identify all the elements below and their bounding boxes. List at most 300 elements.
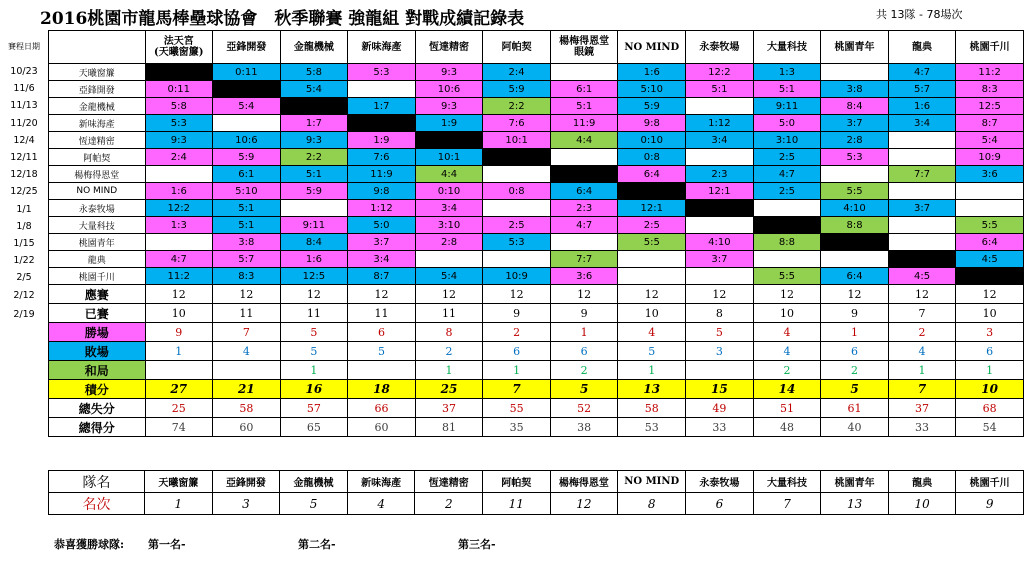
team-column-header: 楊梅得恩堂 眼鏡 (550, 31, 618, 64)
match-score-cell: 7:7 (550, 251, 618, 268)
stat-value-cell: 12 (550, 285, 618, 304)
match-score-cell: 2:5 (483, 217, 551, 234)
stat-value-cell: 12 (213, 285, 281, 304)
match-score-cell: 3:8 (821, 81, 889, 98)
team-result-row (49, 115, 1024, 132)
team-result-row (49, 183, 1024, 200)
match-score-cell: 1:9 (415, 115, 483, 132)
team-row-label: 永泰牧場 (49, 200, 146, 217)
stat-row-should-play (49, 285, 1024, 304)
match-score-cell: 11:2 (145, 268, 213, 285)
match-score-cell: 4:10 (821, 200, 889, 217)
team-column-header: 新味海產 (348, 31, 416, 64)
match-score-cell: 6:4 (550, 183, 618, 200)
stat-row-wins (49, 323, 1024, 342)
stat-value-cell: 1 (145, 342, 213, 361)
stat-value-cell: 2 (550, 361, 618, 380)
second-place-label: 第二名- (298, 538, 336, 551)
ranking-name-label: 隊名 (49, 471, 145, 493)
match-score-cell: 5:1 (213, 217, 281, 234)
schedule-date: 2/12 (13, 290, 35, 302)
match-score-cell: 0:11 (213, 64, 281, 81)
stat-value-cell: 12 (145, 285, 213, 304)
stat-value-cell: 15 (686, 380, 754, 399)
match-score-cell: 1:7 (280, 115, 348, 132)
stat-value-cell: 16 (280, 380, 348, 399)
match-score-cell: 8:8 (821, 217, 889, 234)
stat-value-cell: 13 (618, 380, 686, 399)
stat-value-cell: 33 (686, 418, 754, 437)
match-score-cell: 3:7 (348, 234, 416, 251)
match-score-cell: 5:10 (213, 183, 281, 200)
match-score-cell: 11:2 (956, 64, 1024, 81)
stat-value-cell: 25 (145, 399, 213, 418)
match-score-cell (821, 64, 889, 81)
match-score-cell: 5:1 (280, 166, 348, 183)
match-score-cell (888, 183, 956, 200)
stat-value-cell: 35 (483, 418, 551, 437)
ranking-team-name: 楊梅得恩堂 (550, 471, 618, 493)
stat-row-label: 敗場 (49, 342, 146, 361)
match-score-cell: 8:8 (753, 234, 821, 251)
match-score-cell: 0:11 (145, 81, 213, 98)
stat-value-cell: 5 (280, 342, 348, 361)
self-match-cell (280, 98, 348, 115)
match-score-cell (753, 251, 821, 268)
stat-value-cell: 1 (550, 323, 618, 342)
ranking-rank-row (49, 493, 1024, 515)
schedule-date: 1/8 (16, 220, 32, 232)
ranking-rank-value: 6 (686, 493, 754, 515)
stat-value-cell: 12 (618, 285, 686, 304)
stat-value-cell: 6 (348, 323, 416, 342)
team-column-header: 恆達精密 (415, 31, 483, 64)
page-title: 2016桃園市龍馬棒壘球協會 秋季聯賽 強龍組 對戰成績記錄表 (40, 9, 525, 29)
team-row-label: 楊梅得恩堂 (49, 166, 146, 183)
match-score-cell: 7:6 (483, 115, 551, 132)
team-row-label: 桃園青年 (49, 234, 146, 251)
self-match-cell (753, 217, 821, 234)
match-score-cell (483, 166, 551, 183)
match-score-cell: 1:12 (348, 200, 416, 217)
team-row-label: NO MIND (49, 183, 146, 200)
stat-value-cell: 7 (888, 380, 956, 399)
stat-value-cell: 10 (618, 304, 686, 323)
match-score-cell: 4:4 (415, 166, 483, 183)
total-games-note: 共 13隊 - 78場次 (876, 8, 963, 21)
stat-value-cell: 14 (753, 380, 821, 399)
team-column-header: 亞鋒開發 (213, 31, 281, 64)
match-score-cell: 5:1 (686, 81, 754, 98)
stat-value-cell: 58 (213, 399, 281, 418)
stat-value-cell: 68 (956, 399, 1024, 418)
ranking-team-name: 永泰牧場 (686, 471, 754, 493)
match-score-cell (550, 234, 618, 251)
stat-value-cell: 49 (686, 399, 754, 418)
team-header-row (49, 31, 1024, 64)
stat-value-cell: 60 (348, 418, 416, 437)
match-score-cell: 10:6 (415, 81, 483, 98)
match-score-cell: 8:3 (213, 268, 281, 285)
schedule-date: 12/11 (10, 151, 38, 163)
stat-value-cell: 53 (618, 418, 686, 437)
ranking-rank-value: 9 (956, 493, 1024, 515)
stat-value-cell: 12 (415, 285, 483, 304)
match-score-cell: 9:11 (280, 217, 348, 234)
ranking-rank-value: 8 (618, 493, 686, 515)
ranking-team-name: 阿帕契 (483, 471, 550, 493)
ranking-rank-label: 名次 (49, 493, 145, 515)
match-score-cell: 12:1 (618, 200, 686, 217)
match-score-cell (550, 64, 618, 81)
match-score-cell: 9:8 (618, 115, 686, 132)
stat-value-cell: 55 (483, 399, 551, 418)
stat-row-label: 勝場 (49, 323, 146, 342)
match-score-cell: 1:6 (280, 251, 348, 268)
stat-value-cell: 6 (550, 342, 618, 361)
self-match-cell (618, 183, 686, 200)
self-match-cell (348, 115, 416, 132)
stat-value-cell: 7 (483, 380, 551, 399)
match-score-cell: 2:5 (753, 149, 821, 166)
team-result-row (49, 98, 1024, 115)
stat-value-cell: 5 (618, 342, 686, 361)
stat-value-cell (145, 361, 213, 380)
match-score-cell: 3:7 (888, 200, 956, 217)
stat-value-cell: 6 (956, 342, 1024, 361)
match-score-cell: 3:4 (348, 251, 416, 268)
stat-value-cell: 27 (145, 380, 213, 399)
stat-row-label: 積分 (49, 380, 146, 399)
self-match-cell (483, 149, 551, 166)
match-score-cell: 12:1 (686, 183, 754, 200)
stat-value-cell: 5 (821, 380, 889, 399)
team-row-label: 金龍機械 (49, 98, 146, 115)
match-score-cell: 10:6 (213, 132, 281, 149)
match-score-cell (956, 183, 1024, 200)
match-score-cell: 3:8 (213, 234, 281, 251)
stat-value-cell: 12 (280, 285, 348, 304)
stat-value-cell: 4 (888, 342, 956, 361)
match-score-cell: 7:7 (888, 166, 956, 183)
stat-value-cell: 1 (888, 361, 956, 380)
match-score-cell: 1:3 (753, 64, 821, 81)
match-score-cell: 9:8 (348, 183, 416, 200)
team-result-row (49, 64, 1024, 81)
match-score-cell (686, 268, 754, 285)
stat-value-cell: 74 (145, 418, 213, 437)
stat-row-played (49, 304, 1024, 323)
stat-value-cell: 37 (415, 399, 483, 418)
match-score-cell: 3:10 (753, 132, 821, 149)
team-row-label: 亞鋒開發 (49, 81, 146, 98)
team-result-row (49, 81, 1024, 98)
results-matrix-table (48, 30, 1024, 437)
stat-value-cell: 10 (956, 304, 1024, 323)
match-score-cell (145, 234, 213, 251)
match-score-cell: 0:10 (618, 132, 686, 149)
team-column-header: 大量科技 (753, 31, 821, 64)
ranking-team-name: 桃園青年 (821, 471, 889, 493)
match-score-cell (888, 149, 956, 166)
stat-row-losses (49, 342, 1024, 361)
schedule-date: 12/4 (13, 134, 35, 146)
match-score-cell: 5:3 (348, 64, 416, 81)
stat-value-cell: 1 (821, 323, 889, 342)
stat-value-cell: 61 (821, 399, 889, 418)
stat-value-cell: 9 (550, 304, 618, 323)
stat-row-label: 和局 (49, 361, 146, 380)
ranking-team-name: 大量科技 (753, 471, 821, 493)
self-match-cell (145, 64, 213, 81)
match-score-cell: 5:3 (821, 149, 889, 166)
stat-value-cell: 10 (956, 380, 1024, 399)
match-score-cell: 6:1 (550, 81, 618, 98)
stat-value-cell: 12 (956, 285, 1024, 304)
match-score-cell: 2:8 (415, 234, 483, 251)
stat-value-cell: 25 (415, 380, 483, 399)
schedule-date: 1/15 (13, 237, 35, 249)
ranking-team-name: NO MIND (618, 471, 686, 493)
ranking-table (48, 470, 1024, 515)
ranking-rank-value: 5 (280, 493, 348, 515)
match-score-cell: 2:4 (483, 64, 551, 81)
match-score-cell (888, 217, 956, 234)
match-score-cell (618, 251, 686, 268)
schedule-date: 11/13 (10, 100, 38, 112)
date-column-header: 賽程日期 (8, 42, 40, 51)
match-score-cell: 10:9 (483, 268, 551, 285)
team-result-row (49, 268, 1024, 285)
stat-row-label: 總得分 (49, 418, 146, 437)
stat-value-cell: 12 (821, 285, 889, 304)
match-score-cell (483, 251, 551, 268)
match-score-cell: 8:4 (821, 98, 889, 115)
stat-value-cell: 48 (753, 418, 821, 437)
self-match-cell (821, 234, 889, 251)
ranking-team-name: 恆達精密 (415, 471, 483, 493)
stat-value-cell: 11 (213, 304, 281, 323)
match-score-cell: 12:2 (145, 200, 213, 217)
schedule-date: 11/20 (10, 117, 38, 129)
match-score-cell (821, 251, 889, 268)
stat-value-cell: 12 (888, 285, 956, 304)
stat-value-cell: 1 (483, 361, 551, 380)
stat-value-cell: 37 (888, 399, 956, 418)
team-row-label: 龍典 (49, 251, 146, 268)
schedule-date: 2/5 (16, 272, 32, 284)
team-column-header: 金龍機械 (280, 31, 348, 64)
stat-value-cell: 2 (888, 323, 956, 342)
match-score-cell: 10:1 (483, 132, 551, 149)
self-match-cell (888, 251, 956, 268)
stat-value-cell: 5 (550, 380, 618, 399)
match-score-cell: 11:9 (550, 115, 618, 132)
match-score-cell: 6:1 (213, 166, 281, 183)
match-score-cell (280, 200, 348, 217)
corner-cell (49, 31, 146, 64)
match-score-cell (956, 200, 1024, 217)
schedule-date-column (0, 30, 48, 324)
team-column-header: 法天宮 (天曦窗簾) (145, 31, 213, 64)
schedule-date: 12/25 (10, 186, 38, 198)
match-score-cell: 5:0 (753, 115, 821, 132)
match-score-cell: 4:10 (686, 234, 754, 251)
match-score-cell: 5:1 (753, 81, 821, 98)
congrats-label: 恭喜獲勝球隊: (54, 538, 125, 551)
stat-value-cell: 18 (348, 380, 416, 399)
ranking-rank-value: 11 (483, 493, 550, 515)
team-result-row (49, 217, 1024, 234)
match-score-cell (686, 98, 754, 115)
match-score-cell: 5:10 (618, 81, 686, 98)
ranking-team-name: 新味海產 (347, 471, 415, 493)
stat-value-cell: 38 (550, 418, 618, 437)
self-match-cell (686, 200, 754, 217)
match-score-cell: 2:5 (753, 183, 821, 200)
match-score-cell: 5:4 (415, 268, 483, 285)
match-score-cell: 4:7 (753, 166, 821, 183)
stat-value-cell: 66 (348, 399, 416, 418)
match-score-cell: 3:7 (821, 115, 889, 132)
third-place-label: 第三名- (458, 538, 496, 551)
match-score-cell: 5:8 (145, 98, 213, 115)
match-score-cell: 5:7 (213, 251, 281, 268)
stat-value-cell: 11 (415, 304, 483, 323)
self-match-cell (213, 81, 281, 98)
stat-value-cell (686, 361, 754, 380)
match-score-cell: 5:4 (956, 132, 1024, 149)
stat-value-cell: 9 (483, 304, 551, 323)
stat-value-cell: 57 (280, 399, 348, 418)
team-result-row (49, 166, 1024, 183)
ranking-team-name: 亞鋒開發 (212, 471, 280, 493)
stat-row-label: 已賽 (49, 304, 146, 323)
schedule-date: 12/18 (10, 169, 38, 181)
team-column-header: 龍典 (888, 31, 956, 64)
stat-value-cell: 1 (415, 361, 483, 380)
match-score-cell: 5:1 (550, 98, 618, 115)
ranking-rank-value: 4 (347, 493, 415, 515)
match-score-cell: 3:4 (888, 115, 956, 132)
team-column-header: 桃園千川 (956, 31, 1024, 64)
match-score-cell: 0:8 (483, 183, 551, 200)
ranking-rank-value: 12 (550, 493, 618, 515)
match-score-cell (821, 166, 889, 183)
ranking-rank-value: 2 (415, 493, 483, 515)
match-score-cell: 9:11 (753, 98, 821, 115)
stat-value-cell: 3 (686, 342, 754, 361)
stat-value-cell: 2 (483, 323, 551, 342)
stat-value-cell: 1 (956, 361, 1024, 380)
match-score-cell: 2:3 (550, 200, 618, 217)
match-score-cell: 12:5 (280, 268, 348, 285)
match-score-cell: 2:5 (618, 217, 686, 234)
schedule-date: 11/6 (13, 83, 35, 95)
stat-value-cell: 5 (686, 323, 754, 342)
match-score-cell: 5:4 (280, 81, 348, 98)
ranking-team-name: 天曦窗簾 (145, 471, 213, 493)
ranking-team-name: 龍典 (888, 471, 955, 493)
ranking-team-row (49, 471, 1024, 493)
match-score-cell (145, 166, 213, 183)
match-score-cell: 12:2 (686, 64, 754, 81)
stat-value-cell: 10 (145, 304, 213, 323)
team-row-label: 新味海產 (49, 115, 146, 132)
match-score-cell: 5:5 (618, 234, 686, 251)
team-row-label: 阿帕契 (49, 149, 146, 166)
team-row-label: 恆達精密 (49, 132, 146, 149)
match-score-cell: 7:6 (348, 149, 416, 166)
schedule-date: 1/22 (13, 255, 35, 267)
match-score-cell: 3:6 (956, 166, 1024, 183)
team-column-header: NO MIND (618, 31, 686, 64)
stat-value-cell: 12 (753, 285, 821, 304)
match-score-cell: 4:7 (145, 251, 213, 268)
match-score-cell (753, 200, 821, 217)
match-score-cell: 3:7 (686, 251, 754, 268)
stat-value-cell: 9 (145, 323, 213, 342)
match-score-cell: 11:9 (348, 166, 416, 183)
match-score-cell: 5:3 (145, 115, 213, 132)
match-score-cell: 5:7 (888, 81, 956, 98)
match-score-cell: 12:5 (956, 98, 1024, 115)
stat-value-cell: 5 (348, 342, 416, 361)
match-score-cell: 8:7 (348, 268, 416, 285)
stat-value-cell: 40 (821, 418, 889, 437)
stat-value-cell: 4 (753, 342, 821, 361)
match-score-cell: 5:8 (280, 64, 348, 81)
match-score-cell: 9:3 (145, 132, 213, 149)
stat-value-cell: 1 (618, 361, 686, 380)
team-row-label: 桃園千川 (49, 268, 146, 285)
match-score-cell: 6:4 (821, 268, 889, 285)
match-score-cell: 2:4 (145, 149, 213, 166)
match-score-cell: 9:3 (415, 98, 483, 115)
match-score-cell: 4:5 (888, 268, 956, 285)
match-score-cell: 5:4 (213, 98, 281, 115)
match-score-cell: 3:4 (686, 132, 754, 149)
team-column-header: 阿帕契 (483, 31, 551, 64)
stat-row-runs-allowed (49, 399, 1024, 418)
ranking-rank-value: 7 (753, 493, 821, 515)
match-score-cell: 1:7 (348, 98, 416, 115)
match-score-cell: 10:1 (415, 149, 483, 166)
stat-value-cell: 65 (280, 418, 348, 437)
stat-row-ties (49, 361, 1024, 380)
match-score-cell (686, 149, 754, 166)
stat-value-cell: 10 (753, 304, 821, 323)
stat-value-cell: 54 (956, 418, 1024, 437)
match-score-cell: 5:9 (280, 183, 348, 200)
match-score-cell (213, 115, 281, 132)
stat-value-cell: 2 (415, 342, 483, 361)
match-score-cell (348, 81, 416, 98)
match-score-cell: 5:9 (618, 98, 686, 115)
stat-value-cell: 3 (956, 323, 1024, 342)
stat-value-cell: 52 (550, 399, 618, 418)
match-score-cell: 5:5 (956, 217, 1024, 234)
team-result-row (49, 149, 1024, 166)
stat-value-cell: 11 (348, 304, 416, 323)
match-score-cell: 5:9 (213, 149, 281, 166)
stat-value-cell: 9 (821, 304, 889, 323)
stat-value-cell: 51 (753, 399, 821, 418)
stat-value-cell: 5 (280, 323, 348, 342)
match-score-cell (686, 217, 754, 234)
stat-value-cell (348, 361, 416, 380)
match-score-cell: 4:5 (956, 251, 1024, 268)
